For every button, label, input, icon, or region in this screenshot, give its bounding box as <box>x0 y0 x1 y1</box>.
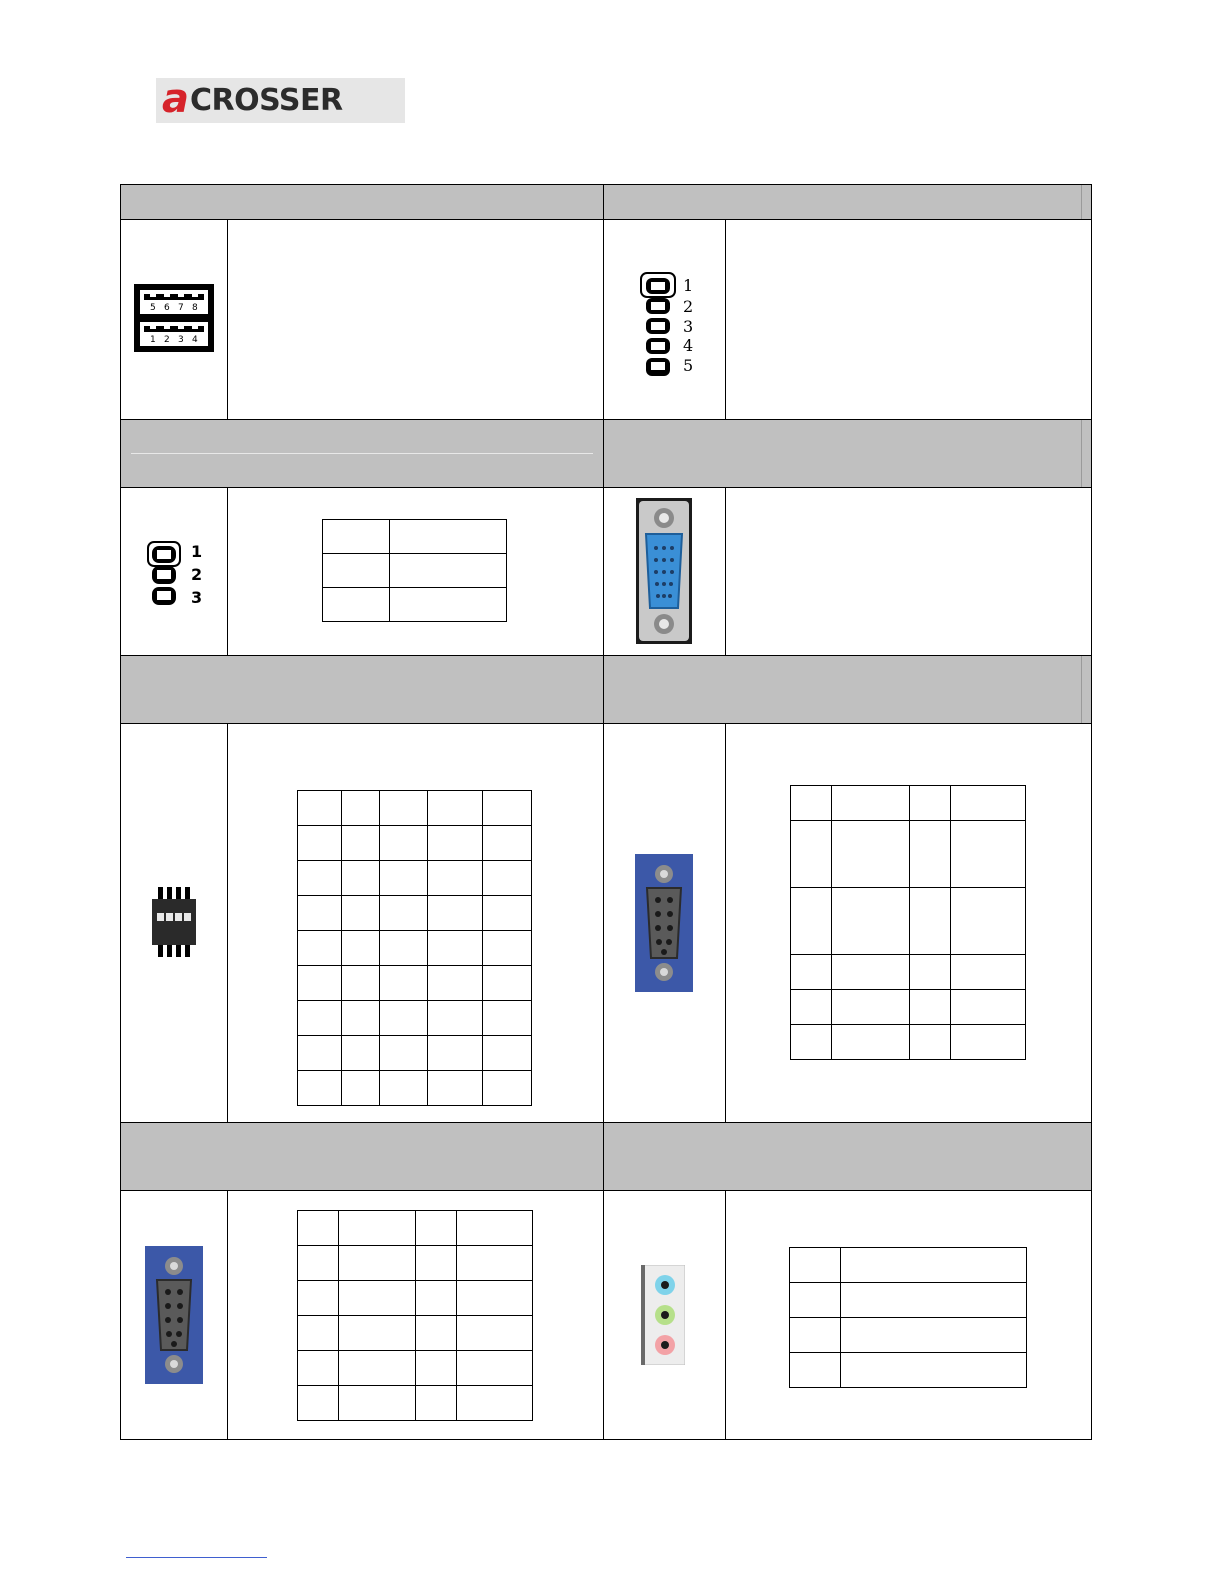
serial-pinout-table-2 <box>297 1210 533 1421</box>
logo-wordmark: CROSSER <box>190 83 343 118</box>
usb-pin-2: 2 <box>164 335 170 345</box>
header3-pin-3: 3 <box>191 588 203 607</box>
header3-pin-2: 2 <box>191 565 203 584</box>
header5-pin-5: 5 <box>683 356 694 375</box>
section-header-4-left <box>121 1122 603 1190</box>
acrosser-logo <box>156 75 405 123</box>
footer-link-underline[interactable] <box>126 1557 267 1558</box>
usb-pin-6: 6 <box>164 303 170 313</box>
audio-jack-table <box>789 1247 1027 1388</box>
usb-pin-5: 5 <box>150 303 156 313</box>
header5-pin-4: 4 <box>683 336 694 355</box>
vga-connector-icon <box>636 498 692 644</box>
usb-pin-4: 4 <box>192 335 198 345</box>
dip-switch-icon <box>152 887 196 957</box>
section-header-1-left <box>121 185 603 219</box>
section-header-3-right <box>603 655 1091 723</box>
section-header-2-right <box>603 419 1091 487</box>
header5-pin-3: 3 <box>683 317 694 336</box>
usb-pin-1: 1 <box>150 335 156 345</box>
jumper-setting-table <box>322 519 507 622</box>
usb-pin-7: 7 <box>178 303 184 313</box>
five-pin-header-icon <box>638 270 698 380</box>
usb-dual-port-icon <box>134 284 214 352</box>
db9-serial-connector-icon <box>635 854 693 992</box>
header5-pin-1: 1 <box>683 276 694 295</box>
usb-pin-3: 3 <box>178 335 184 345</box>
three-pin-header-icon <box>146 540 206 608</box>
section-header-3-left <box>121 655 603 723</box>
section-header-1-right <box>603 185 1091 219</box>
db9-serial-connector-icon-2 <box>145 1246 203 1384</box>
serial-pinout-table-1 <box>790 785 1026 1060</box>
logo-letter-a: a <box>162 75 189 122</box>
dip-switch-table <box>297 790 532 1106</box>
header3-pin-1: 1 <box>191 542 203 561</box>
section-header-4-right <box>603 1122 1091 1190</box>
header5-pin-2: 2 <box>683 297 694 316</box>
audio-jacks-icon <box>641 1265 685 1365</box>
usb-pin-8: 8 <box>192 303 198 313</box>
